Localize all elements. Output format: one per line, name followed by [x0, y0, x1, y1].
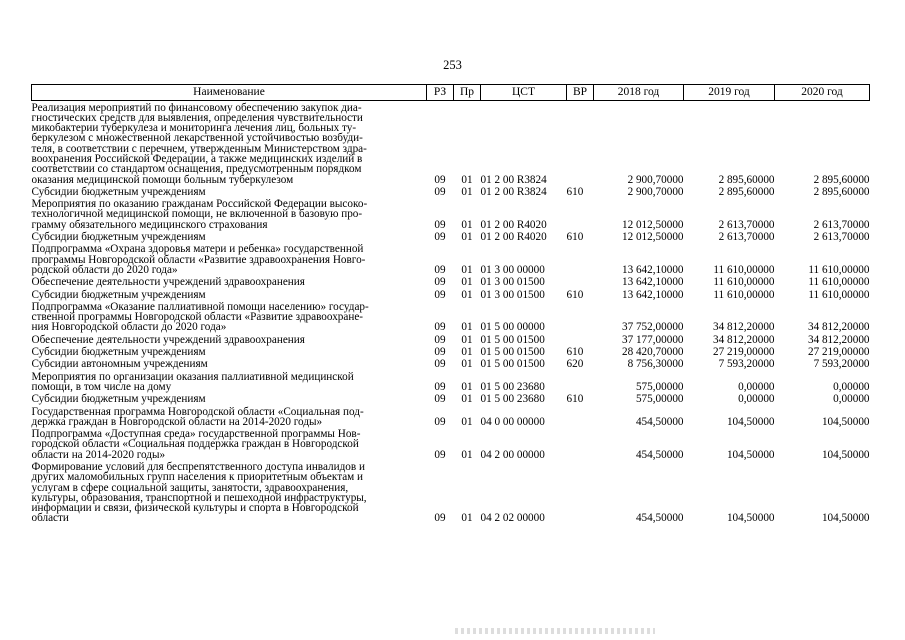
cell-pr: 01: [461, 415, 473, 428]
table-row: [32, 198, 870, 231]
cell-2020: 11 610,00000: [808, 276, 870, 289]
name-line: области на 2014-2020 годы»: [31, 448, 166, 461]
name-line: Субсидии автономным учреждениям: [31, 358, 208, 371]
cell-2018: 37 177,00000: [621, 333, 684, 346]
name-line: оказания медицинской помощи больным туберкулезом: [31, 173, 294, 186]
cell-vr: [567, 461, 594, 525]
cell-vr: 620: [566, 358, 584, 371]
name-line: Субсидии бюджетным учреждениям: [31, 288, 206, 301]
budget-table: [31, 84, 870, 524]
cell-pr: 01: [461, 185, 473, 198]
cell-2019: 2 613,70000: [718, 218, 775, 231]
cell-name: [32, 461, 427, 525]
cell-vr: [567, 370, 594, 393]
cell-pr: 01: [461, 333, 473, 346]
cell-vr: [567, 101, 594, 186]
cell-2018: 13 642,10000: [621, 276, 684, 289]
name-line: городской области «Социальная поддержка граждан в Новгородской: [31, 438, 359, 451]
cell-vr: 610: [566, 393, 584, 406]
cell-2018: 8 756,30000: [627, 358, 684, 371]
name-line: области: [31, 512, 69, 525]
cell-pr: 01: [461, 231, 473, 244]
cell-2019: 2 895,60000: [718, 185, 775, 198]
cell-vr: [567, 333, 594, 345]
cell-pr: 01: [461, 393, 473, 406]
cell-vr: 610: [566, 185, 584, 198]
cell-rz: 09: [434, 415, 446, 428]
cell-name: [32, 243, 427, 276]
cell-2018: 13 642,10000: [621, 263, 684, 276]
cell-rz: 09: [434, 512, 446, 525]
cell-pr: 01: [461, 288, 473, 301]
table-row: [32, 101, 870, 186]
cell-2018: 454,50000: [635, 512, 684, 525]
cell-2020: 2 895,60000: [813, 173, 870, 186]
cell-cst: 01 5 00 00000: [480, 321, 545, 334]
cell-name: [32, 346, 427, 358]
header-2020: 2020 год: [775, 85, 870, 101]
name-line: Подпрограмма «Оказание паллиативной помощи населению» государ-: [31, 300, 369, 313]
cell-rz: 09: [434, 173, 446, 186]
cell-name: [32, 231, 427, 243]
cell-2019: 0,00000: [738, 380, 775, 393]
cell-cst: 01 3 00 01500: [480, 288, 545, 301]
header-vr: ВР: [567, 85, 594, 101]
header-name: Наименование: [32, 85, 427, 101]
cell-pr: 01: [461, 512, 473, 525]
cell-2020: 7 593,20000: [813, 358, 870, 371]
cell-rz: 09: [434, 321, 446, 334]
name-line: Субсидии бюджетным учреждениям: [31, 346, 206, 359]
cell-name: [32, 333, 427, 345]
cell-vr: [567, 198, 594, 231]
cell-pr: 01: [461, 218, 473, 231]
name-line: беркулезом с множественной лекарственной устойчивостью возбуди-: [31, 132, 363, 145]
cell-pr: 01: [461, 346, 473, 359]
name-line: Реализация мероприятий по финансовому обеспечению закупок диа-: [31, 101, 362, 114]
name-line: ственной программы Новгородской области «Развитие здравоохране-: [31, 311, 364, 324]
table-row: [32, 428, 870, 461]
cell-2019: 7 593,20000: [718, 358, 775, 371]
cell-2018: 37 752,00000: [621, 321, 684, 334]
name-line: грамму обязательного медицинского страхования: [31, 218, 268, 231]
name-line: Обеспечение деятельности учреждений здравоохранения: [31, 276, 305, 289]
cell-2019: 104,50000: [726, 512, 775, 525]
cell-2020: 104,50000: [821, 512, 870, 525]
cell-2018: 575,00000: [635, 380, 684, 393]
cell-rz: 09: [434, 346, 446, 359]
cell-2020: 11 610,00000: [808, 288, 870, 301]
name-line: Подпрограмма «Доступная среда» государственной программы Нов-: [31, 428, 361, 441]
name-line: ния Новгородской области до 2020 года»: [31, 321, 227, 334]
table-body: [32, 101, 870, 525]
header-2019: 2019 год: [684, 85, 775, 101]
cell-2020: 2 613,70000: [813, 231, 870, 244]
cell-name: [32, 101, 427, 186]
cell-vr: 610: [566, 288, 584, 301]
cell-2020: 34 812,20000: [807, 321, 870, 334]
name-line: Обеспечение деятельности учреждений здравоохранения: [31, 333, 305, 346]
cell-rz: 09: [434, 231, 446, 244]
cell-cst: 01 3 00 01500: [480, 276, 545, 289]
cell-cst: 01 5 00 01500: [480, 346, 545, 359]
cell-pr: 01: [461, 276, 473, 289]
table-row: [32, 288, 870, 300]
cell-pr: 01: [461, 173, 473, 186]
cell-2019: 34 812,20000: [712, 333, 775, 346]
cell-cst: 04 2 00 00000: [480, 448, 545, 461]
cell-2018: 2 900,70000: [627, 173, 684, 186]
cell-2020: 0,00000: [833, 380, 870, 393]
table-row: [32, 346, 870, 358]
cell-pr: 01: [461, 263, 473, 276]
table-row: [32, 185, 870, 197]
table-row: [32, 358, 870, 370]
cell-2020: 104,50000: [821, 448, 870, 461]
table-header-row: [32, 85, 870, 101]
cell-cst: 01 5 00 23680: [480, 393, 545, 406]
table-row: [32, 300, 870, 333]
cell-vr: 610: [566, 231, 584, 244]
cell-name: [32, 370, 427, 393]
name-line: Субсидии бюджетным учреждениям: [31, 393, 206, 406]
name-line: Мероприятия по организации оказания паллиативной медицинской: [31, 370, 354, 383]
cell-name: [32, 276, 427, 288]
cell-2019: 0,00000: [738, 393, 775, 406]
cell-vr: [567, 428, 594, 461]
cell-pr: 01: [461, 358, 473, 371]
cell-rz: 09: [434, 263, 446, 276]
table-row: [32, 231, 870, 243]
cell-cst: 01 3 00 00000: [480, 263, 545, 276]
cell-rz: 09: [434, 218, 446, 231]
cell-name: [32, 428, 427, 461]
cell-rz: 09: [434, 393, 446, 406]
cell-rz: 09: [434, 276, 446, 289]
cell-rz: 09: [434, 288, 446, 301]
name-line: соответствии со стандартом оснащения, предусмотренным порядком: [31, 163, 362, 176]
cell-pr: 01: [461, 448, 473, 461]
cell-2019: 27 219,00000: [712, 346, 775, 359]
name-line: микобактерии туберкулеза и мониторинга лечения лиц, больных ту-: [31, 122, 357, 135]
cell-cst: 01 2 00 R4020: [480, 231, 547, 244]
cell-cst: 01 5 00 01500: [480, 333, 545, 346]
cell-2020: 27 219,00000: [807, 346, 870, 359]
cell-2019: 11 610,00000: [713, 263, 775, 276]
cell-name: [32, 288, 427, 300]
cell-cst: 04 0 00 00000: [480, 415, 545, 428]
name-line: информации и связи, физической культуры и спорта в Новгородской: [31, 502, 359, 515]
cell-name: [32, 358, 427, 370]
name-line: держка граждан в Новгородской области на 2014-2020 годы»: [31, 415, 323, 428]
cell-name: [32, 198, 427, 231]
cell-cst: 01 2 00 R3824: [480, 173, 547, 186]
cell-2020: 104,50000: [821, 415, 870, 428]
cell-cst: 01 5 00 01500: [480, 358, 545, 371]
cell-cst: 04 2 02 00000: [480, 512, 545, 525]
cell-rz: 09: [434, 358, 446, 371]
cell-2019: 104,50000: [726, 415, 775, 428]
name-line: программы Новгородской области «Развитие здравоохранения Новго-: [31, 253, 366, 266]
scan-artifact: [455, 628, 655, 634]
cell-2018: 575,00000: [635, 393, 684, 406]
cell-vr: [567, 405, 594, 428]
cell-name: [32, 185, 427, 197]
name-line: помощи, в том числе на дому: [31, 380, 172, 393]
header-pr: Пр: [454, 85, 481, 101]
cell-2018: 13 642,10000: [621, 288, 684, 301]
name-line: Формирование условий для беспрепятственного доступа инвалидов и: [31, 461, 365, 473]
cell-vr: [567, 276, 594, 288]
name-line: Подпрограмма «Охрана здоровья матери и ребенка» государственной: [31, 243, 364, 256]
cell-2019: 11 610,00000: [713, 288, 775, 301]
cell-2020: 0,00000: [833, 393, 870, 406]
name-line: Субсидии бюджетным учреждениям: [31, 185, 206, 198]
cell-2019: 104,50000: [726, 448, 775, 461]
cell-2019: 34 812,20000: [712, 321, 775, 334]
cell-2018: 2 900,70000: [627, 185, 684, 198]
cell-2018: 12 012,50000: [621, 231, 684, 244]
cell-2020: 34 812,20000: [807, 333, 870, 346]
header-cst: ЦСТ: [481, 85, 567, 101]
name-line: Субсидии бюджетным учреждениям: [31, 231, 206, 244]
name-line: теля, в соответствии с перечнем, утвержденным Министерством здра-: [31, 142, 367, 155]
cell-rz: 09: [434, 380, 446, 393]
cell-2018: 12 012,50000: [621, 218, 684, 231]
cell-name: [32, 405, 427, 428]
name-line: технологичной медицинской помощи, не включенной в базовую про-: [31, 208, 363, 221]
cell-2019: 2 613,70000: [718, 231, 775, 244]
cell-vr: [567, 243, 594, 276]
cell-rz: 09: [434, 333, 446, 346]
name-line: культуры, образования, транспортной и пешеходной инфраструктуры,: [31, 491, 367, 504]
table-row: [32, 461, 870, 525]
cell-pr: 01: [461, 321, 473, 334]
page-number: 253: [443, 58, 462, 72]
cell-name: [32, 300, 427, 333]
cell-rz: 09: [434, 185, 446, 198]
table-row: [32, 393, 870, 405]
name-line: гностических средств для выявления, определения чувствительности: [31, 111, 363, 124]
cell-2020: 2 895,60000: [813, 185, 870, 198]
name-line: родской области до 2020 года»: [31, 263, 178, 276]
cell-2018: 28 420,70000: [621, 346, 684, 359]
cell-2020: 11 610,00000: [808, 263, 870, 276]
table-row: [32, 243, 870, 276]
table-row: [32, 405, 870, 428]
cell-rz: 09: [434, 448, 446, 461]
cell-name: [32, 393, 427, 405]
name-line: услугам в сфере социальной защиты, занятости, здравоохранения,: [31, 481, 349, 494]
cell-cst: 01 5 00 23680: [480, 380, 545, 393]
cell-2019: 2 895,60000: [718, 173, 775, 186]
table-row: [32, 333, 870, 345]
cell-2019: 11 610,00000: [713, 276, 775, 289]
cell-cst: 01 2 00 R4020: [480, 218, 547, 231]
name-line: воохранения Российской Федерации, а также медицинских изделий в: [31, 152, 363, 165]
cell-2018: 454,50000: [635, 448, 684, 461]
header-2018: 2018 год: [594, 85, 684, 101]
cell-2020: 2 613,70000: [813, 218, 870, 231]
table-row: [32, 370, 870, 393]
name-line: Государственная программа Новгородской области «Социальная под-: [31, 405, 364, 418]
cell-pr: 01: [461, 380, 473, 393]
cell-vr: [567, 300, 594, 333]
name-line: Мероприятия по оказанию гражданам Российской Федерации высоко-: [31, 198, 368, 211]
header-rz: РЗ: [427, 85, 454, 101]
cell-vr: 610: [566, 346, 584, 359]
cell-2018: 454,50000: [635, 415, 684, 428]
table-row: [32, 276, 870, 288]
name-line: других маломобильных групп населения к приоритетным объектам и: [31, 471, 364, 484]
cell-cst: 01 2 00 R3824: [480, 185, 547, 198]
